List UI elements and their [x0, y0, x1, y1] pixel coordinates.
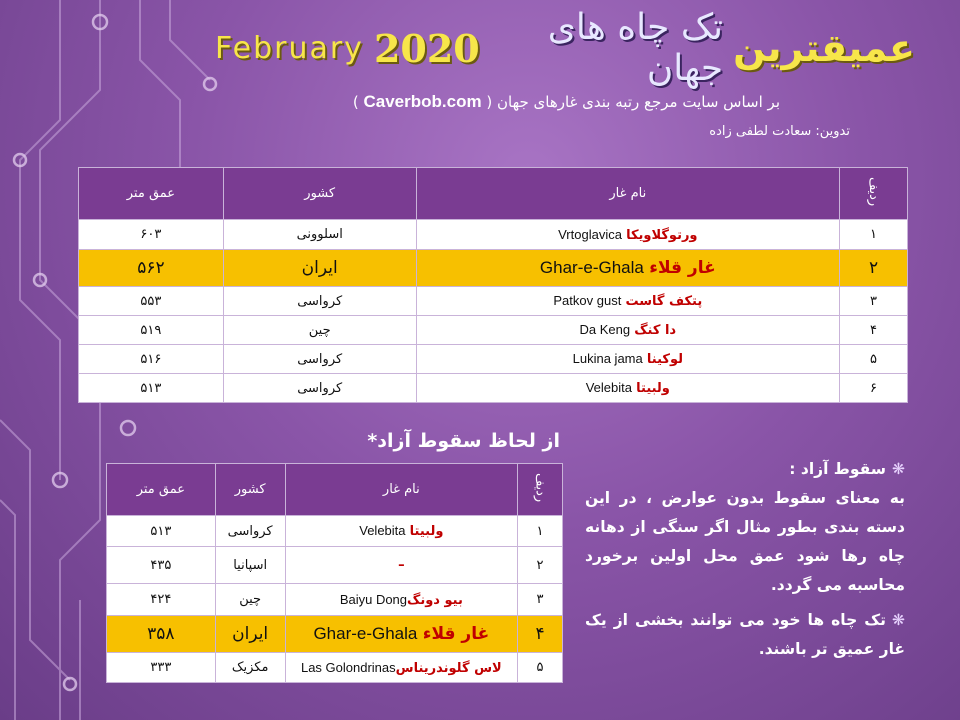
cell-depth: ۴۳۵	[107, 547, 216, 584]
cell-name: Ghar-e-Ghala غار قلاء	[416, 250, 839, 287]
header-country: کشور	[223, 168, 416, 220]
cell-country: چین	[215, 584, 285, 616]
cell-rank: ۳	[518, 584, 563, 616]
table-row	[107, 584, 563, 616]
cell-country: کرواسی	[223, 374, 416, 403]
cell-country: مکزیک	[215, 653, 285, 683]
subtitle	[250, 92, 780, 112]
table-row	[79, 220, 908, 250]
cell-depth: ۳۵۸	[107, 616, 216, 653]
cell-country: اسلوونی	[223, 220, 416, 250]
table-header-row	[79, 168, 908, 220]
deepest-pits-table	[78, 167, 908, 403]
table-row	[107, 516, 563, 547]
cell-country: کرواسی	[223, 345, 416, 374]
cell-name: Las Golondrinasلاس گلوندریناس	[285, 653, 517, 683]
cell-rank: ۴	[840, 316, 908, 345]
cell-depth: ۶۰۳	[79, 220, 224, 250]
cell-rank: ۴	[518, 616, 563, 653]
cell-name: –	[285, 547, 517, 584]
free-fall-note	[585, 455, 905, 664]
title-deepest: عمیقترین	[733, 26, 915, 70]
cell-depth: ۵۱۶	[79, 345, 224, 374]
note-title: سقوط آزاد :	[789, 460, 886, 478]
cell-name: Vrtoglavica ورتوگلاویکا	[416, 220, 839, 250]
cell-depth: ۳۳۳	[107, 653, 216, 683]
cell-depth: ۴۲۴	[107, 584, 216, 616]
title-main: تک چاه های جهان	[547, 7, 724, 89]
cell-rank: ۳	[840, 287, 908, 316]
header-rank: ردیف	[518, 464, 563, 516]
cell-rank: ۵	[840, 345, 908, 374]
note-text-2: تک چاه ها خود می توانند بخشی از یک غار عمیق تر باشند.	[585, 611, 905, 658]
header-country: کشور	[215, 464, 285, 516]
cell-rank: ۱	[840, 220, 908, 250]
cell-name: Velebita ولبیتا	[285, 516, 517, 547]
header-rank: ردیف	[840, 168, 908, 220]
cell-name: Ghar-e-Ghala غار قلاء	[285, 616, 517, 653]
table-row	[79, 316, 908, 345]
cell-name: Velebita ولبیتا	[416, 374, 839, 403]
cell-country: اسپانیا	[215, 547, 285, 584]
subtitle-site: Caverbob.com	[363, 92, 482, 111]
table-header-row	[107, 464, 563, 516]
cell-rank: ۵	[518, 653, 563, 683]
header-depth: عمق متر	[79, 168, 224, 220]
title-year: 2020	[373, 25, 480, 71]
note-paragraph-2	[585, 606, 905, 664]
bullet-icon: ❋	[892, 611, 905, 629]
cell-rank: ۱	[518, 516, 563, 547]
cell-name: Lukina jama لوکینا	[416, 345, 839, 374]
free-fall-heading: از لحاظ سقوط آزاد*	[367, 430, 560, 452]
table-row	[107, 653, 563, 683]
cell-depth: ۵۱۳	[79, 374, 224, 403]
cell-depth: ۵۱۹	[79, 316, 224, 345]
subtitle-text: بر اساس سایت مرجع رتبه بندی غارهای جهان (	[486, 93, 780, 111]
subtitle-close: )	[352, 93, 359, 111]
note-paragraph-1	[585, 455, 905, 600]
cell-rank: ۲	[840, 250, 908, 287]
cell-name: Da Keng دا کنگ	[416, 316, 839, 345]
header-depth: عمق متر	[107, 464, 216, 516]
header-name: نام غار	[416, 168, 839, 220]
cell-country: کرواسی	[215, 516, 285, 547]
cell-country: ایران	[215, 616, 285, 653]
cell-name: Baiyu Dongبیو دونگ	[285, 584, 517, 616]
table-row-highlight	[79, 250, 908, 287]
title-month: February	[215, 30, 364, 66]
cell-country: کرواسی	[223, 287, 416, 316]
author-credit: تدوین: سعادت لطفی زاده	[709, 124, 850, 139]
bullet-icon: ❋	[892, 460, 905, 478]
table-row	[79, 287, 908, 316]
free-fall-table	[106, 463, 563, 683]
note-body: به معنای سقوط بدون عوارض ، در این دسته بندی بطور مثال اگر سنگی از دهانه چاه رها شود عمق محل اولین برخورد محاسبه می گردد.	[585, 489, 905, 594]
table-row-highlight	[107, 616, 563, 653]
cell-name: Patkov gust پتکف گاست	[416, 287, 839, 316]
cell-depth: ۵۶۲	[79, 250, 224, 287]
page-title	[215, 7, 915, 89]
header-name: نام غار	[285, 464, 517, 516]
table-row	[107, 547, 563, 584]
cell-country: ایران	[223, 250, 416, 287]
cell-depth: ۵۵۳	[79, 287, 224, 316]
cell-country: چین	[223, 316, 416, 345]
cell-rank: ۶	[840, 374, 908, 403]
table-row	[79, 345, 908, 374]
cell-depth: ۵۱۳	[107, 516, 216, 547]
table-row	[79, 374, 908, 403]
cell-rank: ۲	[518, 547, 563, 584]
